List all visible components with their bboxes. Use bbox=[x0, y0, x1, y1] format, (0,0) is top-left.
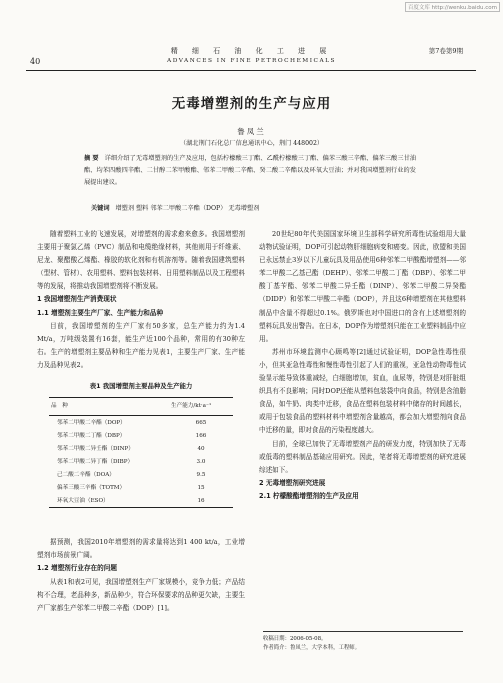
section-1-2-heading: 1.2 增塑剂行业存在的问题 bbox=[37, 564, 117, 573]
table-cell: 665 bbox=[195, 419, 207, 426]
journal-title-cn: 精 细 石 油 化 工 进 展 bbox=[170, 47, 333, 55]
table-1 bbox=[49, 397, 233, 508]
table-cell: 40 bbox=[197, 445, 205, 452]
received-date: 收稿日期：2006-05-08。 bbox=[263, 636, 327, 642]
watermark: 百度文库 http://wenku.baidu.com bbox=[405, 2, 500, 12]
paragraph: 目前，全球已加快了无毒增塑剂产品的研发力度，特别加快了无毒或低毒的塑料制品基础应用研究。因此，笔者将无毒增塑剂的研究进展综述如下。 bbox=[259, 439, 466, 474]
table-row bbox=[49, 494, 233, 508]
page-number: 40 bbox=[30, 57, 41, 66]
table-row bbox=[49, 455, 233, 468]
table-cell: 9.5 bbox=[196, 471, 206, 478]
keywords bbox=[91, 203, 416, 212]
article-title: 无毒增塑剂的生产与应用 bbox=[171, 96, 332, 112]
affiliation: （湖北荆门石化总厂信息通讯中心，荆门 448002） bbox=[179, 140, 324, 147]
table-row bbox=[49, 468, 233, 481]
section-2-1-heading: 2.1 柠檬酸酯增塑剂的生产及应用 bbox=[259, 491, 359, 500]
table-cell: 邻苯二甲酸二异丁酯（DIBP） bbox=[57, 458, 134, 465]
footnote bbox=[263, 631, 463, 653]
table-caption: 表1 我国增塑剂主要品种及生产能力 bbox=[89, 382, 193, 391]
paragraph: 20世纪80年代美国国家环境卫生部科学研究所毒性试验组用大量动物试验证明，DOP可引起动物肝细胞病变和癌变。因此，欧盟和美国已永远禁止3岁以下儿童玩具及用品使用6种邻苯二甲酸酯增塑剂——邻苯二甲酸二乙基己酯（DEHP）、邻苯二甲酸二丁酯（DBP）、邻苯二甲酸丁基苄酯、邻苯二甲酸二异壬酯（DINP）、邻苯二甲酸二异癸酯（DIDP）和邻苯二甲酸二辛酯（DOP），并且这6种增塑剂在其他塑料制品中含量不得超过0.1%。俄罗斯也对中国进口的含有上述增塑剂的塑料玩具发出警告。在日本，DOP作为增塑剂只能在工业塑料制品中应用。 bbox=[259, 230, 466, 343]
keywords-label: 关键词 bbox=[91, 205, 110, 212]
table-cell: 15 bbox=[197, 484, 205, 491]
paragraph: 从表1和表2可见，我国增塑剂生产厂家规模小，竞争力低；产品结构不合理，老品种多，新品种少，符合环保要求的品种更欠缺，主要生产厂家都生产邻苯二甲酸二辛酯（DOP）[1]。 bbox=[37, 577, 245, 612]
table-cell: 偏苯三酸三辛酯（TOTM） bbox=[57, 484, 126, 491]
paragraph: 苏州市环境监测中心顾鸣等[2]通过试验证明，DOP急性毒性很小，但其亚急性毒性和慢性毒性引起了人们的重视，亚急性动物毒性试验显示能导致体重减轻，白细胞增加，贫血，血尿等，特别是对肝脏组织具有不良影响；同时DOP还能从塑料包装袋中向食品，特别是含油脂食品，如牛奶、肉类中迁移，食品在塑料包装材料中储存的时间越长，或用于包装食品的塑料材料中增塑剂含量越高，都会加大增塑剂向食品中迁移的量，即对食品的污染程度越大。 bbox=[259, 347, 466, 435]
table-header: 品 种 bbox=[49, 398, 169, 416]
table-header: 生产能力/kt·a⁻¹ bbox=[169, 398, 233, 416]
author-bio: 作者简介：鲁凤兰，大学本科，工程师。 bbox=[263, 645, 361, 651]
header-rule bbox=[26, 70, 476, 71]
journal-title-en: ADVANCES IN FINE PETROCHEMICALS bbox=[167, 58, 336, 64]
abstract-label: 摘 要 bbox=[84, 155, 99, 162]
abstract bbox=[84, 153, 416, 189]
table-cell: 16 bbox=[169, 494, 233, 508]
intro-paragraph: 随着塑料工业的飞速发展，对增塑剂的需求愈来愈多。我国增塑剂主要用于聚氯乙烯（PVC）制品和电缆绝缘材料，其他则用于纤维素、尼龙、聚醋酸乙烯酯、橡胶的软化剂和有机溶剂等。随着我国建筑塑料（型材、管材）、农用塑料、塑料包装材料、日用塑料制品以及工程塑料等的发展，将推动我国增塑剂将不断发展。 bbox=[37, 230, 245, 291]
section-1-1-heading: 1.1 增塑剂主要生产厂家、生产能力和品种 bbox=[37, 308, 164, 317]
author: 鲁凤兰 bbox=[237, 127, 266, 136]
table-row bbox=[49, 481, 233, 494]
table-row bbox=[49, 442, 233, 455]
abstract-text: 详细介绍了无毒增塑剂的生产及应用，包括柠檬酸三丁酯、乙酰柠檬酸三丁酯、偏苯三酸三辛酯、偏苯三酸三甘油酯、均苯四酸四辛酯、二甘醇二苯甲酸酯、邻苯二甲酸二辛酯、癸二酸二辛酯以及环氧大豆油；并对我国增塑剂行业的发展提出建议。 bbox=[84, 155, 417, 186]
table-cell: 环氧大豆油（ESO） bbox=[49, 494, 169, 508]
paragraph: 据预测，我国2010年增塑剂的需求量将达到1 400 kt/a，工业增塑剂市场前景广阔。 bbox=[37, 538, 245, 560]
paragraph: 目前，我国增塑剂的生产厂家有50多家，总生产能力约为1.4 Mt/a，万吨级装置有16套，能生产近100个品种，常用的有30种左右。生产的增塑剂主要品种和生产能力见表1，主要生产厂家、生产能力及品种见表2。 bbox=[37, 321, 245, 369]
section-2-heading: 2 无毒增塑剂研究进展 bbox=[259, 478, 326, 487]
table-cell: 邻苯二甲酸二丁酯（DBP） bbox=[57, 432, 126, 439]
table-cell: 邻苯二甲酸二辛酯（DOP） bbox=[57, 419, 126, 426]
volume-issue: 第7卷第9期 bbox=[428, 47, 463, 55]
column-right bbox=[259, 228, 466, 503]
table-cell: 166 bbox=[195, 432, 207, 439]
table-cell: 3.0 bbox=[196, 458, 206, 465]
column-left bbox=[37, 228, 245, 615]
section-1-heading: 1 我国增塑剂生产消费现状 bbox=[37, 295, 117, 304]
table-cell: 己二酸二辛酯（DOA） bbox=[57, 471, 115, 478]
table-row bbox=[49, 429, 233, 442]
keywords-text: 增塑剂 塑料 邻苯二甲酸二辛酯（DOP） 无毒增塑剂 bbox=[115, 205, 260, 212]
table-cell: 邻苯二甲酸二异壬酯（DINP） bbox=[57, 445, 134, 452]
table-row bbox=[49, 416, 233, 430]
